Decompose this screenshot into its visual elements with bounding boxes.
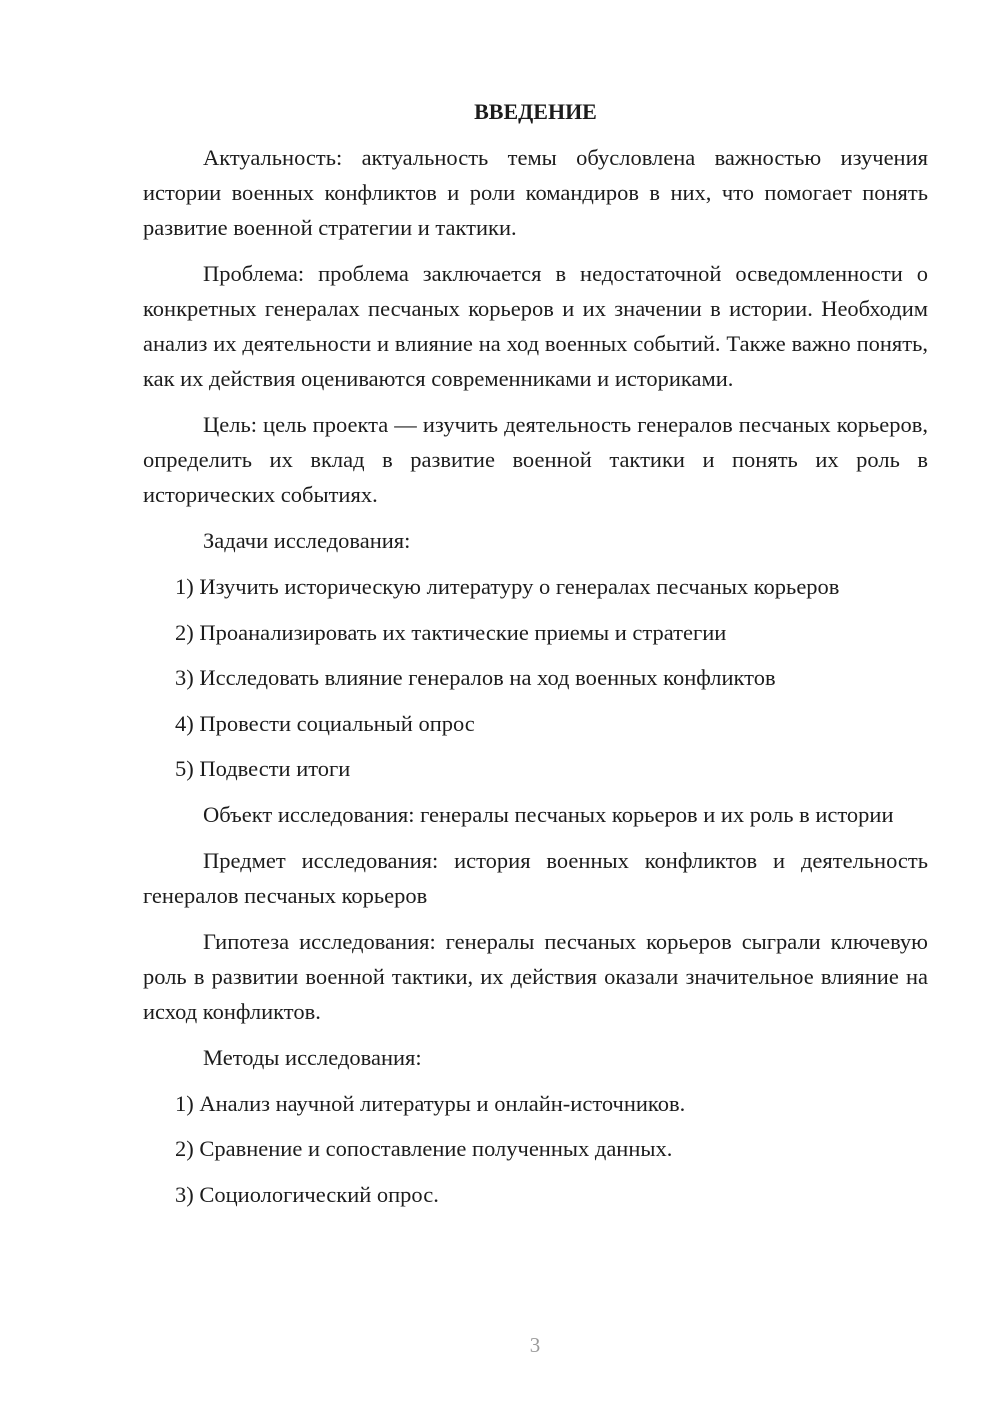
- methods-list: [143, 1086, 928, 1212]
- object-paragraph: Объект исследования: генералы песчаных корьеров и их роль в истории: [203, 801, 894, 827]
- subject-paragraph: Предмет исследования: история военных конфликтов и деятельность генералов песчаных корьеров: [143, 847, 928, 908]
- tasks-list: [143, 569, 928, 786]
- list-item: 1) Анализ научной литературы и онлайн-источников.: [175, 1090, 686, 1116]
- methods-label: Методы исследования:: [203, 1044, 422, 1070]
- page-title: ВВЕДЕНИЕ: [474, 99, 597, 124]
- list-item: 1) Изучить историческую литературу о генералах песчаных корьеров: [175, 574, 840, 599]
- problem-paragraph: Проблема: проблема заключается в недостаточной осведомленности о конкретных генералах песчаных корьеров и их значении в истории. Необходим анализ их деятельности и влияние на ход военных событий. Также важно понять, как их действия оцениваются современниками и историками.: [143, 261, 928, 391]
- goal-paragraph: Цель: цель проекта — изучить деятельность генералов песчаных корьеров, определить их вклад в развитие военной тактики и понять их роль в исторических событиях.: [143, 412, 928, 507]
- relevance-paragraph: Актуальность: актуальность темы обусловлена важностью изучения истории военных конфликтов и роли командиров в них, что помогает понять развитие военной стратегии и тактики.: [143, 145, 928, 240]
- list-item: 3) Социологический опрос.: [175, 1181, 439, 1207]
- page-number: 3: [529, 1333, 541, 1357]
- list-item: 2) Проанализировать их тактические приемы и стратегии: [175, 619, 727, 645]
- list-item: 3) Исследовать влияние генералов на ход военных конфликтов: [175, 665, 776, 690]
- document-body: [143, 94, 928, 1222]
- list-item: 5) Подвести итоги: [175, 756, 351, 781]
- list-item: 2) Сравнение и сопоставление полученных данных.: [175, 1136, 673, 1161]
- tasks-label: Задачи исследования:: [203, 528, 411, 553]
- hypothesis-paragraph: Гипотеза исследования: генералы песчаных корьеров сыграли ключевую роль в развитии военной тактики, их действия оказали значительное влияние на исход конфликтов.: [143, 928, 928, 1024]
- list-item: 4) Провести социальный опрос: [175, 710, 475, 736]
